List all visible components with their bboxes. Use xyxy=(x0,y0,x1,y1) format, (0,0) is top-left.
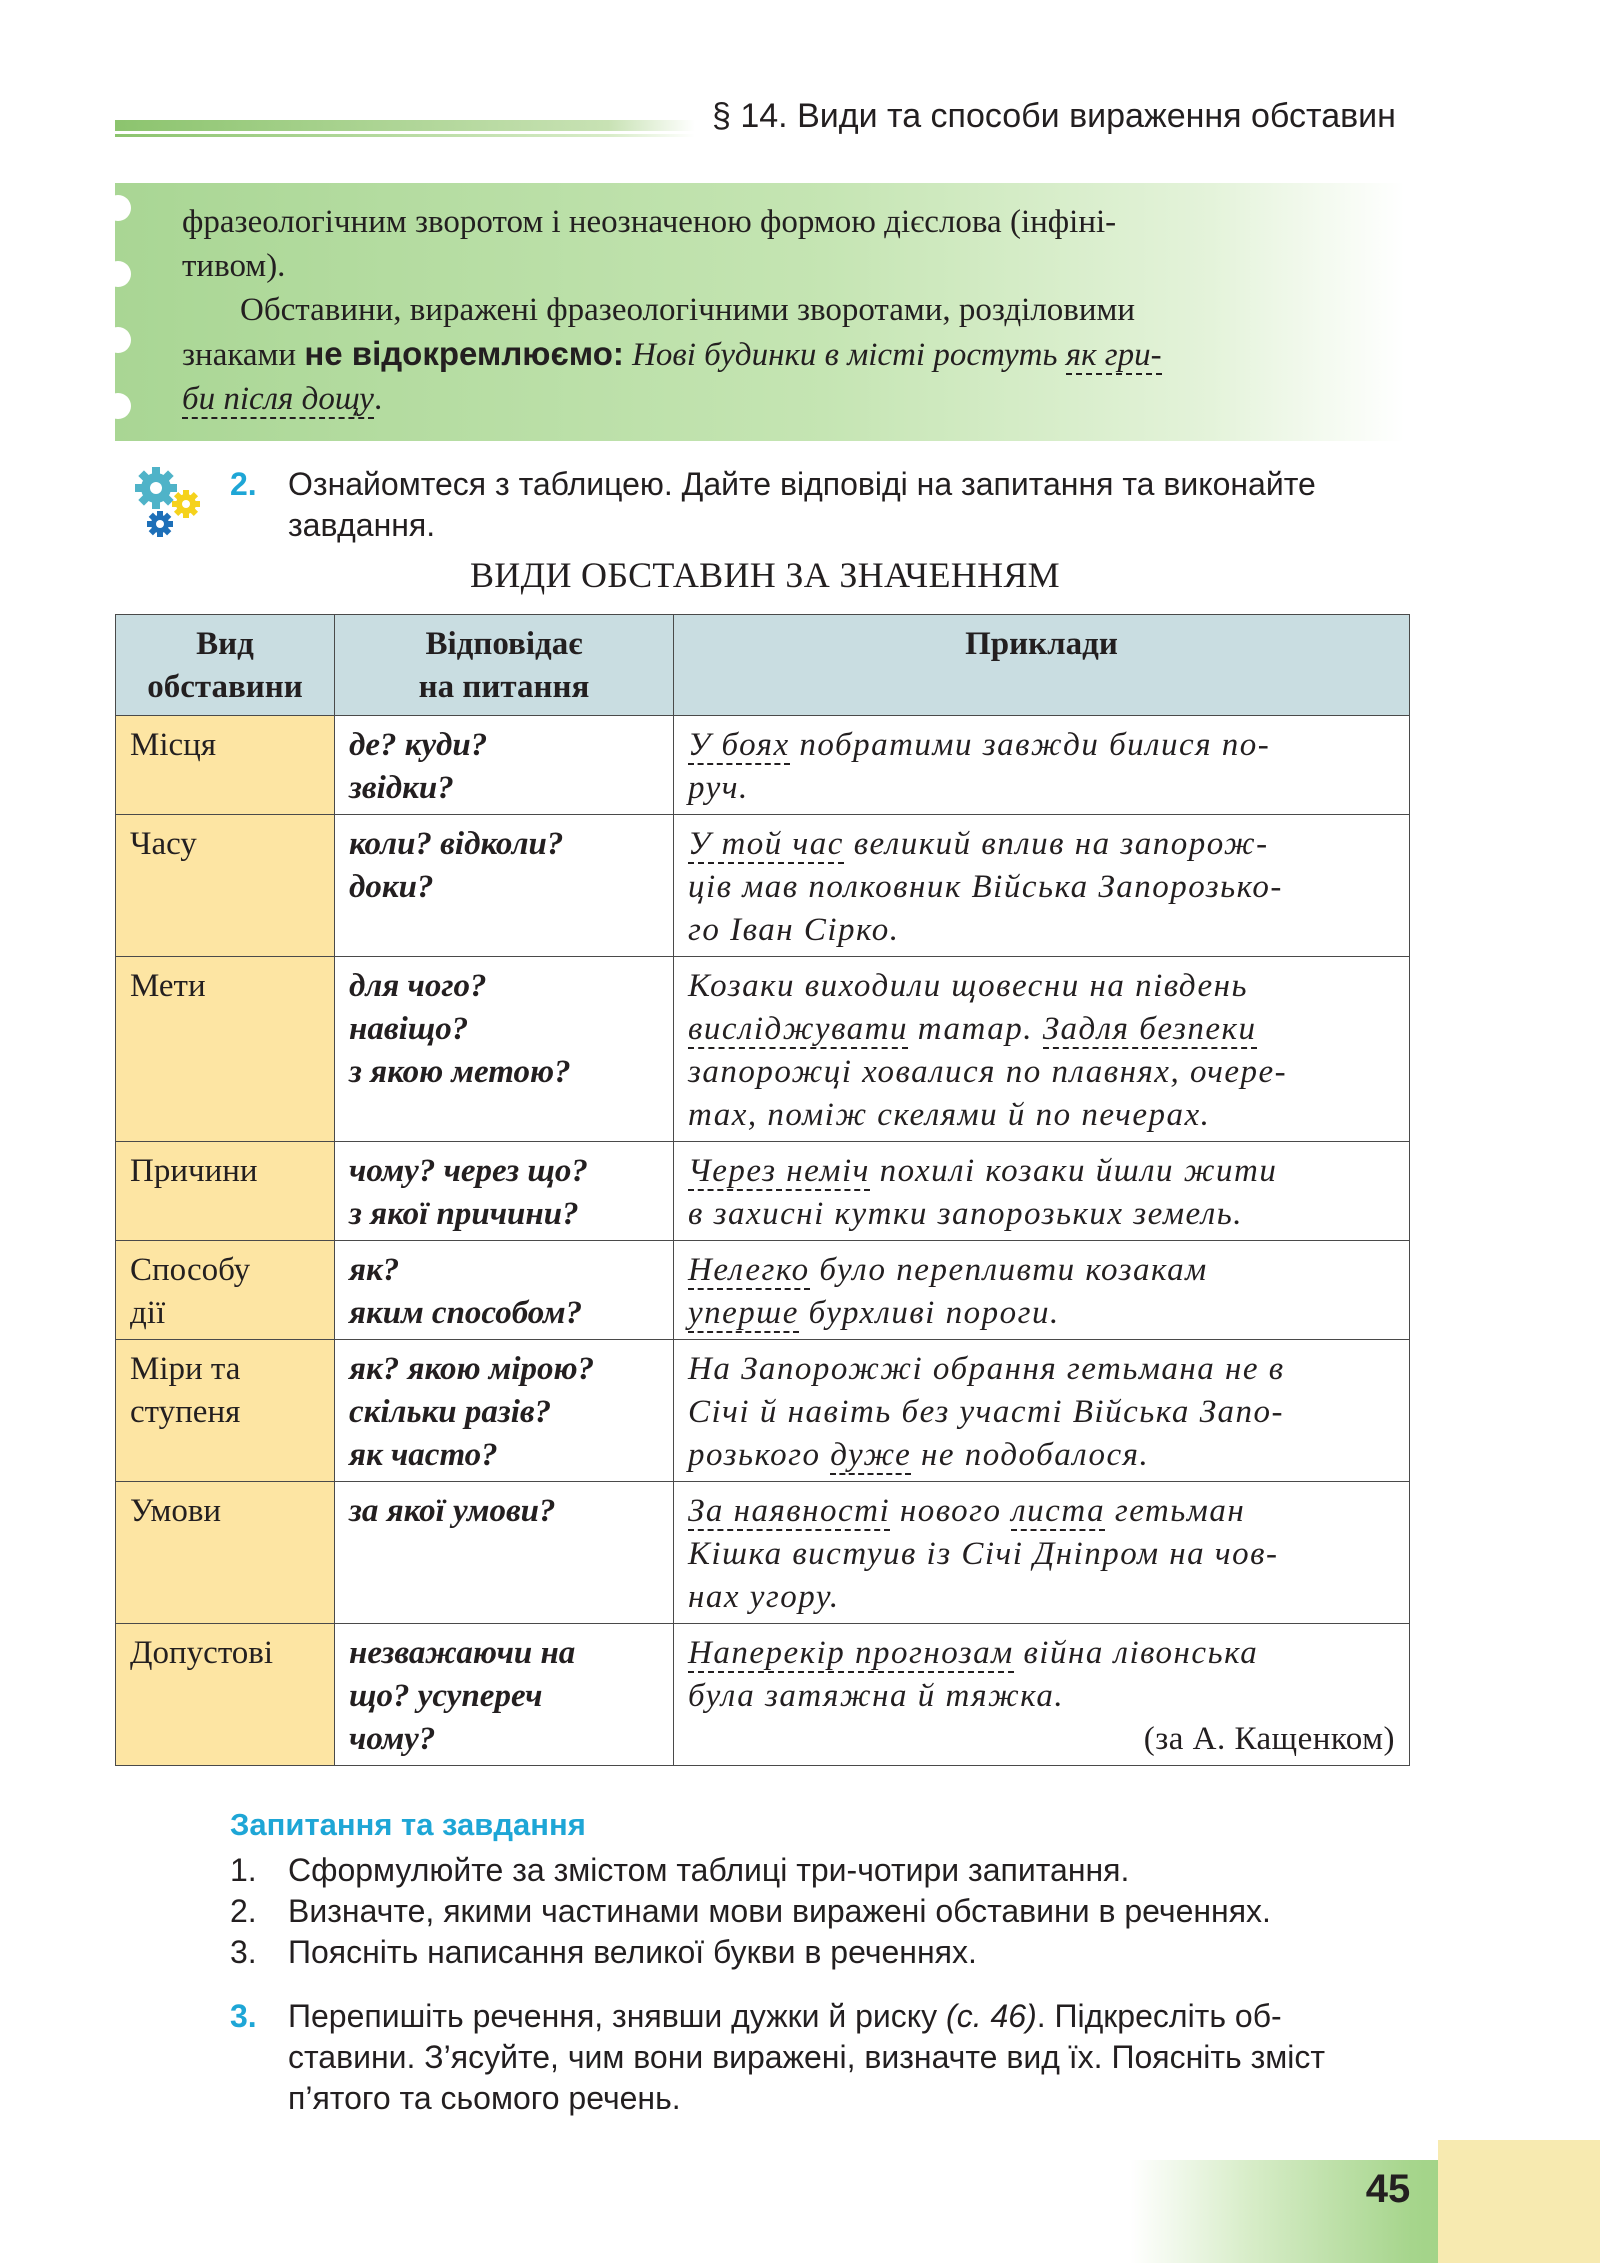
adverbials-table xyxy=(115,614,1410,1766)
underlined-adverbial: листа xyxy=(1011,1493,1106,1529)
example-text: нового xyxy=(890,1493,1012,1529)
type-text: дії xyxy=(130,1295,166,1331)
table-row xyxy=(116,716,1410,815)
type-cell: Причини xyxy=(116,1142,335,1241)
example-cell xyxy=(674,957,1410,1142)
list-item-text: Визначте, якими частинами мови виражені обставини в реченнях. xyxy=(288,1893,1271,1929)
question-text: незважаючи на xyxy=(349,1635,576,1671)
question-cell xyxy=(335,1142,674,1241)
header-text: Вид xyxy=(196,626,254,662)
section-title: § 14. Види та способи вираження обставин xyxy=(712,97,1396,135)
example-text: бурхливі пороги. xyxy=(798,1295,1060,1331)
list-item-number: 2. xyxy=(230,1893,257,1929)
example-text: було перепливти козакам xyxy=(809,1252,1208,1288)
header-examples xyxy=(674,615,1410,716)
underlined-adverbial: Наперекір прогнозам xyxy=(688,1635,1014,1671)
header-rule xyxy=(115,120,695,131)
type-cell xyxy=(116,1340,335,1482)
rule-text xyxy=(182,200,1382,421)
underlined-adverbial: За наявності xyxy=(688,1493,891,1529)
example-text: Січі й навіть без участі Війська Запо- xyxy=(688,1394,1284,1430)
task-2-number: 2. xyxy=(230,466,257,502)
header-question xyxy=(335,615,674,716)
underlined-adverbial: висліджувати xyxy=(688,1011,908,1047)
list-item xyxy=(230,1932,1271,1973)
list-item-text: Сформулюйте за змістом таблиці три-чотири запитання. xyxy=(288,1852,1130,1888)
example-text: гетьман xyxy=(1105,1493,1246,1529)
task-3-line xyxy=(288,1996,1325,2037)
underlined-adverbial: Через неміч xyxy=(688,1153,870,1189)
rule-example-text: Нові будинки в місті ростуть xyxy=(623,337,1066,373)
question-cell xyxy=(335,1241,674,1340)
question-text: чому? через що? xyxy=(349,1153,588,1189)
example-cell xyxy=(674,1340,1410,1482)
header-text: на питання xyxy=(418,669,590,705)
question-text: де? куди? xyxy=(349,727,488,763)
rule-text-span: знаками xyxy=(182,337,305,373)
example-text: побратими завжди билися по- xyxy=(789,727,1271,763)
example-cell xyxy=(674,1142,1410,1241)
type-text: Міри та xyxy=(130,1351,241,1387)
header-text: Приклади xyxy=(965,626,1118,662)
header-type xyxy=(116,615,335,716)
table-row xyxy=(116,1624,1410,1766)
task-3-text xyxy=(288,1996,1325,2119)
question-text: як часто? xyxy=(349,1437,498,1473)
question-text: як? xyxy=(349,1252,400,1288)
rule-idiom-underlined: би після дощу xyxy=(182,381,374,417)
example-text: великий вплив на запорож- xyxy=(843,826,1269,862)
type-cell: Часу xyxy=(116,815,335,957)
underlined-adverbial: Нелегко xyxy=(688,1252,810,1288)
rule-line: Обставини, виражені фразеологічними зворотами, розділовими xyxy=(240,292,1136,328)
example-cell xyxy=(674,1482,1410,1624)
type-cell xyxy=(116,1241,335,1340)
example-text: не подобалося. xyxy=(911,1437,1150,1473)
underlined-adverbial: Задля безпеки xyxy=(1042,1011,1257,1047)
type-text: Способу xyxy=(130,1252,251,1288)
rule-line xyxy=(182,377,1382,421)
example-text: тах, поміж скелями й по печерах. xyxy=(688,1097,1211,1133)
rule-idiom-underlined: як гри- xyxy=(1065,337,1162,373)
task-3-line: ставини. З’ясуйте, чим вони виражені, визначте вид їх. Поясніть зміст xyxy=(288,2039,1325,2075)
rule-line: фразеологічним зворотом і неозначеною формою дієслова (інфіні- xyxy=(182,204,1117,240)
question-cell xyxy=(335,716,674,815)
question-text: яким способом? xyxy=(349,1295,583,1331)
header-text: обставини xyxy=(147,669,303,705)
rule-box-notch xyxy=(105,261,131,287)
example-cell xyxy=(674,815,1410,957)
type-cell: Умови xyxy=(116,1482,335,1624)
example-cell xyxy=(674,1241,1410,1340)
task-3-span: Перепишіть речення, знявши дужки й риску xyxy=(288,1998,947,2034)
page-number: 45 xyxy=(1365,2167,1411,2211)
questions-list xyxy=(230,1850,1271,1973)
list-item-number: 3. xyxy=(230,1934,257,1970)
example-text: го Іван Сірко. xyxy=(688,912,900,948)
question-text: з якою метою? xyxy=(349,1054,571,1090)
example-cell xyxy=(674,1624,1410,1766)
task-2-line: Ознайомтеся з таблицею. Дайте відповіді на запитання та виконайте xyxy=(288,466,1316,502)
example-text: похилі козаки йшли жити xyxy=(869,1153,1278,1189)
list-item xyxy=(230,1850,1271,1891)
question-text: доки? xyxy=(349,869,434,905)
example-text: в захисні кутки запорозьких земель. xyxy=(688,1196,1244,1232)
type-cell: Допустові xyxy=(116,1624,335,1766)
question-text: як? якою мірою? xyxy=(349,1351,595,1387)
header-text: Відповідає xyxy=(425,626,583,662)
example-text: ців мав полковник Війська Запорозько- xyxy=(688,869,1283,905)
underlined-adverbial: дуже xyxy=(830,1437,912,1473)
header-rule-thin xyxy=(115,134,695,137)
underlined-adverbial: уперше xyxy=(688,1295,799,1331)
list-item-number: 1. xyxy=(230,1852,257,1888)
example-text: Козаки виходили щовесни на південь xyxy=(688,968,1249,1004)
list-item xyxy=(230,1891,1271,1932)
task-2-text xyxy=(288,464,1316,546)
task-3-number: 3. xyxy=(230,1998,257,2034)
rule-box-notch xyxy=(105,195,131,221)
underlined-adverbial: У боях xyxy=(688,727,790,763)
underlined-adverbial: У той час xyxy=(688,826,844,862)
question-text: звідки? xyxy=(349,770,454,806)
question-cell xyxy=(335,815,674,957)
question-text: скільки разів? xyxy=(349,1394,552,1430)
example-text: була затяжна й тяжка. xyxy=(688,1678,1065,1714)
type-text: ступеня xyxy=(130,1394,241,1430)
example-cell xyxy=(674,716,1410,815)
type-cell: Місця xyxy=(116,716,335,815)
rule-line: тивом). xyxy=(182,248,286,284)
question-text: за якої умови? xyxy=(349,1493,556,1529)
rule-text-span: . xyxy=(373,381,383,417)
type-cell: Мети xyxy=(116,957,335,1142)
table-row xyxy=(116,1241,1410,1340)
example-text: татар. xyxy=(908,1011,1043,1047)
example-text: Кішка вистуив із Січі Дніпром на чов- xyxy=(688,1536,1279,1572)
rule-box-notch xyxy=(105,327,131,353)
rule-box-notch xyxy=(105,393,131,419)
footer-tab xyxy=(1438,2140,1600,2263)
question-text: чому? xyxy=(349,1721,436,1757)
question-text: з якої причини? xyxy=(349,1196,579,1232)
task-2-line: завдання. xyxy=(288,507,436,543)
question-text: навіщо? xyxy=(349,1011,469,1047)
table-row xyxy=(116,957,1410,1142)
question-text: коли? відколи? xyxy=(349,826,564,862)
example-source: (за А. Кащенком) xyxy=(1143,1721,1395,1757)
table-row xyxy=(116,1142,1410,1241)
example-text: На Запорожжі обрання гетьмана не в xyxy=(688,1351,1285,1387)
table-row xyxy=(116,1482,1410,1624)
task-3-line: п’ятого та сьомого речень. xyxy=(288,2080,681,2116)
example-text: руч. xyxy=(688,770,749,806)
rule-bold-text: не відокремлюємо: xyxy=(304,335,624,372)
question-text: для чого? xyxy=(349,968,487,1004)
gears-icon xyxy=(128,462,212,546)
example-text: розького xyxy=(688,1437,831,1473)
rule-line xyxy=(182,332,1382,377)
table-title: ВИДИ ОБСТАВИН ЗА ЗНАЧЕННЯМ xyxy=(469,555,1060,595)
table-row xyxy=(116,1340,1410,1482)
example-text: війна лівонська xyxy=(1013,1635,1259,1671)
example-text: запорожці ховалися по плавнях, очере- xyxy=(688,1054,1288,1090)
question-cell xyxy=(335,957,674,1142)
table-row xyxy=(116,815,1410,957)
question-text: що? усупереч xyxy=(349,1678,543,1714)
table-header-row xyxy=(116,615,1410,716)
task-3-page-ref: (с. 46) xyxy=(946,1998,1037,2034)
question-cell xyxy=(335,1624,674,1766)
example-text: нах угору. xyxy=(688,1579,840,1615)
questions-heading: Запитання та завдання xyxy=(230,1807,586,1842)
task-3-span: . Підкресліть об- xyxy=(1036,1998,1282,2034)
question-cell xyxy=(335,1482,674,1624)
list-item-text: Поясніть написання великої букви в реченнях. xyxy=(288,1934,977,1970)
question-cell xyxy=(335,1340,674,1482)
